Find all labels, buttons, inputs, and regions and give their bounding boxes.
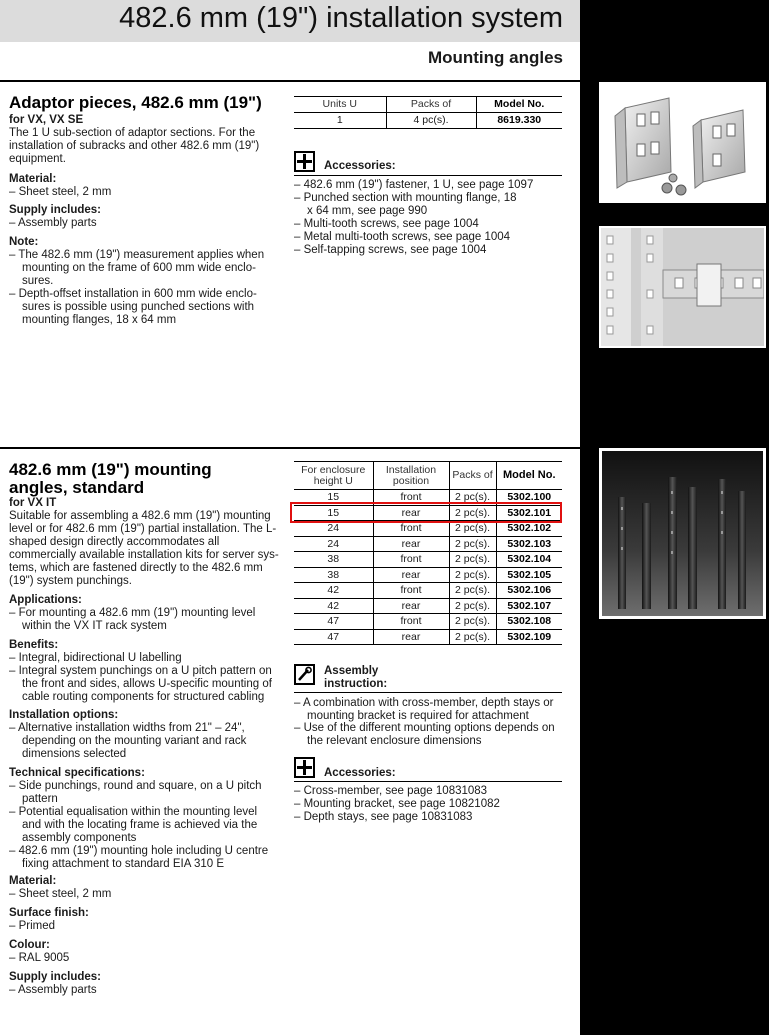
- table-cell: 5302.105: [496, 567, 562, 583]
- table-cell: rear: [373, 505, 449, 521]
- assembly-item: – Use of the different mounting options depends on the relevant enclosure dimensions: [294, 722, 555, 747]
- table-cell: 2 pc(s).: [449, 614, 496, 630]
- table-cell: 2 pc(s).: [449, 567, 496, 583]
- table-cell: 2 pc(s).: [449, 583, 496, 599]
- table-cell: 42: [294, 583, 373, 599]
- adaptor-accessory: – Self-tapping screws, see page 1004: [294, 244, 487, 256]
- colour-item: – RAL 9005: [9, 952, 70, 964]
- installation-item: – Alternative installation widths from 21" – 24", depending on the mounting variant and rack dimensions selected: [9, 722, 247, 760]
- adaptor-material-label: Material:: [9, 173, 57, 185]
- table-header: Packs of: [449, 462, 496, 490]
- surface-label: Surface finish:: [9, 907, 89, 919]
- table-cell: 2 pc(s).: [449, 629, 496, 645]
- accessories-divider: [294, 175, 562, 176]
- table-cell: 1: [294, 113, 386, 129]
- wrench-icon: [294, 664, 315, 685]
- table-header: Installation position: [373, 462, 449, 490]
- adaptor-accessory: – Metal multi-tooth screws, see page 1004: [294, 231, 511, 243]
- table-row: [294, 583, 562, 599]
- section-divider: [0, 80, 580, 82]
- table-cell: 2 pc(s).: [449, 552, 496, 568]
- table-cell: front: [373, 521, 449, 537]
- table-row: [294, 614, 562, 630]
- table-cell: 15: [294, 490, 373, 506]
- adaptor-material-item: – Sheet steel, 2 mm: [9, 186, 112, 198]
- angles-for: for VX IT: [9, 497, 57, 509]
- angles-table: [294, 461, 562, 645]
- table-cell: 5302.107: [496, 598, 562, 614]
- adaptor-note-label: Note:: [9, 236, 39, 248]
- tech-item: – 482.6 mm (19") mounting hole including U centre fixing attachment to standard EIA 310 E: [9, 845, 269, 870]
- table-cell: 38: [294, 567, 373, 583]
- table-header: Model No.: [496, 462, 562, 490]
- angles-heading-line2: angles, standard: [9, 478, 145, 497]
- colour-label: Colour:: [9, 939, 50, 951]
- adaptor-table: [294, 96, 562, 129]
- table-cell: 2 pc(s).: [449, 521, 496, 537]
- table-cell: 24: [294, 521, 373, 537]
- table-cell: 5302.106: [496, 583, 562, 599]
- table-cell: 24: [294, 536, 373, 552]
- adaptor-accessory: – 482.6 mm (19") fastener, 1 U, see page 1097: [294, 179, 534, 191]
- section-divider: [0, 447, 580, 449]
- adaptor-supply-item: – Assembly parts: [9, 217, 97, 229]
- table-cell: 5302.108: [496, 614, 562, 630]
- page-title: 482.6 mm (19") installation system: [119, 2, 563, 34]
- table-cell: 2 pc(s).: [449, 598, 496, 614]
- mounting-angles-photo: [599, 448, 766, 619]
- benefits-item: – Integral system punchings on a U pitch pattern on the front and sides, allows U-specific mounting of cable routing components for structured cabling: [9, 665, 272, 703]
- table-cell: 5302.104: [496, 552, 562, 568]
- table-row: [294, 629, 562, 645]
- tech-label: Technical specifications:: [9, 767, 145, 779]
- adaptor-note-item: – Depth-offset installation in 600 mm wide enclo-sures is possible using punched sections with mounting flanges, 18 x 64 mm: [9, 288, 257, 326]
- table-cell: rear: [373, 598, 449, 614]
- adaptor-supply-label: Supply includes:: [9, 204, 102, 216]
- angles-accessories-label: Accessories:: [324, 767, 396, 779]
- supply-label: Supply includes:: [9, 971, 102, 983]
- table-header: Model No.: [476, 97, 562, 113]
- table-header: For enclosure height U: [294, 462, 373, 490]
- adaptor-piece-photo: [599, 82, 766, 203]
- table-cell: 8619.330: [476, 113, 562, 129]
- table-header: Packs of: [386, 97, 476, 113]
- angles-accessory: – Cross-member, see page 10831083: [294, 785, 488, 797]
- table-cell: 47: [294, 629, 373, 645]
- table-cell: front: [373, 583, 449, 599]
- table-cell: rear: [373, 567, 449, 583]
- table-cell: front: [373, 552, 449, 568]
- angles-description: Suitable for assembling a 482.6 mm (19") mounting level or for 482.6 mm (19") partial installation. The L-shaped design directly accommodates all commercially available installation kits for server sys-tems, which are fastened directly to the 482.6 mm (19") system punchings.: [9, 510, 279, 587]
- tech-item: – Side punchings, round and square, on a U pitch pattern: [9, 780, 262, 805]
- table-cell: 2 pc(s).: [449, 490, 496, 506]
- surface-item: – Primed: [9, 920, 56, 932]
- accessories-divider: [294, 781, 562, 782]
- row-highlight-box: [290, 502, 562, 523]
- table-cell: 5302.103: [496, 536, 562, 552]
- table-cell: 2 pc(s).: [449, 505, 496, 521]
- table-cell: 5302.100: [496, 490, 562, 506]
- supply-item: – Assembly parts: [9, 984, 97, 996]
- angles-accessory: – Mounting bracket, see page 10821082: [294, 798, 500, 810]
- adaptor-accessories-label: Accessories:: [324, 160, 396, 172]
- plus-icon: [294, 151, 315, 172]
- adaptor-heading: Adaptor pieces, 482.6 mm (19"): [9, 93, 262, 112]
- assembly-divider: [294, 692, 562, 693]
- table-cell: 5302.109: [496, 629, 562, 645]
- table-cell: front: [373, 490, 449, 506]
- table-row: [294, 598, 562, 614]
- tech-item: – Potential equalisation within the mounting level and with the locating frame is achieved via the assembly components: [9, 806, 258, 844]
- table-row: [294, 536, 562, 552]
- adaptor-for: for VX, VX SE: [9, 114, 84, 126]
- section-title: Mounting angles: [427, 48, 563, 67]
- installation-label: Installation options:: [9, 709, 119, 721]
- plus-icon: [294, 757, 315, 778]
- table-row: [294, 552, 562, 568]
- applications-label: Applications:: [9, 594, 82, 606]
- table-header: Units U: [294, 97, 386, 113]
- table-row: [294, 567, 562, 583]
- adaptor-installed-photo: [599, 226, 766, 348]
- angles-heading-line1: 482.6 mm (19") mounting: [9, 460, 212, 479]
- assembly-item: – A combination with cross-member, depth stays or mounting bracket is required for attachment: [294, 697, 554, 722]
- adaptor-note-item: – The 482.6 mm (19") measurement applies when mounting on the frame of 600 mm wide enclo-sures.: [9, 249, 265, 287]
- table-cell: 5302.101: [496, 505, 562, 521]
- applications-item: – For mounting a 482.6 mm (19") mounting level within the VX IT rack system: [9, 607, 256, 632]
- table-cell: rear: [373, 536, 449, 552]
- material-label: Material:: [9, 875, 57, 887]
- table-cell: rear: [373, 629, 449, 645]
- benefits-item: – Integral, bidirectional U labelling: [9, 652, 182, 664]
- adaptor-accessory: – Punched section with mounting flange, 18 x 64 mm, see page 990: [294, 192, 517, 217]
- table-cell: front: [373, 614, 449, 630]
- assembly-label-line2: instruction:: [324, 678, 388, 690]
- material-item: – Sheet steel, 2 mm: [9, 888, 112, 900]
- table-cell: 2 pc(s).: [449, 536, 496, 552]
- adaptor-description: The 1 U sub-section of adaptor sections. For the installation of subracks and other 482.6 mm (19") equipment.: [9, 127, 260, 165]
- assembly-label-line1: Assembly: [324, 665, 379, 677]
- table-cell: 4 pc(s).: [386, 113, 476, 129]
- table-cell: 15: [294, 505, 373, 521]
- angles-accessory: – Depth stays, see page 10831083: [294, 811, 473, 823]
- adaptor-accessory: – Multi-tooth screws, see page 1004: [294, 218, 479, 230]
- table-cell: 38: [294, 552, 373, 568]
- table-cell: 47: [294, 614, 373, 630]
- benefits-label: Benefits:: [9, 639, 59, 651]
- table-cell: 42: [294, 598, 373, 614]
- table-cell: 5302.102: [496, 521, 562, 537]
- table-row: [294, 113, 562, 129]
